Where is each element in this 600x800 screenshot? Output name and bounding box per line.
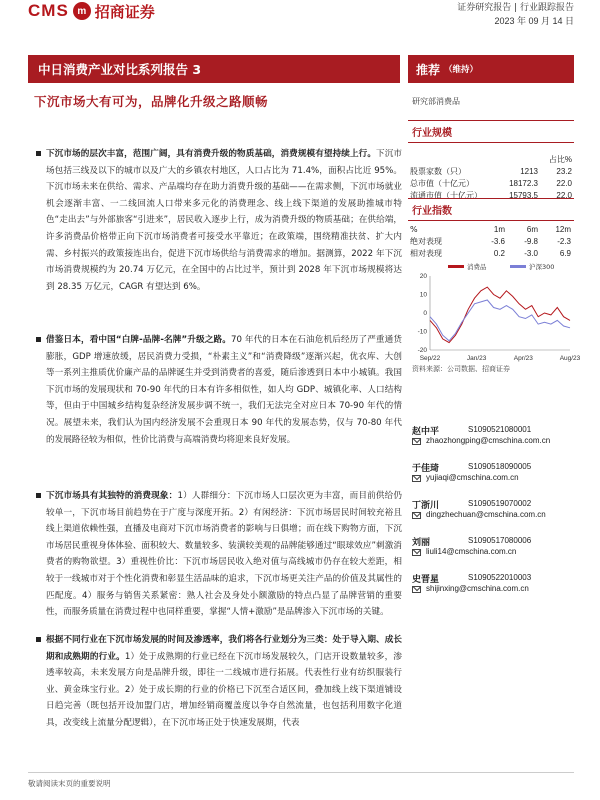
analyst-entry: [412, 498, 576, 535]
industry-scale-table: [410, 153, 572, 201]
index-cell: -9.8: [524, 236, 538, 246]
y-tick-label: 10: [419, 291, 427, 299]
analyst-entry: [412, 461, 576, 498]
body-paragraph: [36, 488, 402, 621]
analyst-id: S1090517080006: [468, 536, 532, 545]
analyst-entry: [412, 424, 576, 461]
industry-index-table: [410, 223, 572, 259]
scale-header-row: [410, 153, 572, 165]
table-row: [410, 165, 572, 177]
y-tick-label: -10: [417, 328, 427, 336]
industry-index-section: [408, 198, 574, 223]
scale-row-pct: 22.0: [556, 190, 572, 200]
y-tick-label: 20: [419, 273, 427, 280]
industry-scale-heading: 行业规模: [412, 128, 452, 139]
index-line-chart: [410, 262, 581, 372]
report-type: 证券研究报告 | 行业跟踪报告: [457, 3, 574, 13]
title-band: 中日消费产业对比系列报告 3: [28, 55, 400, 83]
scale-row-value: 1213: [520, 166, 538, 176]
paragraph-lead: 根据不同行业在下沉市场发展的时间及渗透率，我们将各行业划分为三类：处于导入期、成长期和成熟期的行业。: [46, 635, 402, 662]
mail-icon: [412, 475, 421, 482]
index-row-label: 相对表现: [410, 248, 442, 258]
company-logo: [28, 0, 155, 22]
index-row-label: 绝对表现: [410, 236, 442, 246]
analyst-name: 刘丽: [412, 538, 431, 548]
mail-icon: [412, 438, 421, 445]
analyst-list: [412, 424, 576, 609]
table-row: [410, 235, 572, 247]
analyst-id: S1090522010003: [468, 573, 532, 582]
analyst-entry: [412, 572, 576, 609]
x-tick-label: Apr/23: [513, 355, 533, 362]
analyst-entry: [412, 535, 576, 572]
body-paragraph: [36, 146, 402, 295]
bullet-square-icon: [36, 337, 41, 342]
scale-row-label: 股票家数（只）: [410, 166, 466, 176]
legend-swatch: [448, 265, 464, 268]
body-paragraph: [36, 332, 402, 448]
analyst-email[interactable]: dingzhechuan@cmschina.com.cn: [426, 510, 546, 519]
index-cell: -3.6: [491, 236, 505, 246]
x-tick-label: Jan/23: [466, 355, 487, 362]
analyst-id: S1090521080001: [468, 425, 532, 434]
series-line: [430, 300, 570, 341]
series-line: [430, 287, 570, 343]
legend-swatch: [510, 265, 526, 268]
paragraph-lead: 借鉴日本，看中国“白牌-品牌-名牌”升级之路。: [46, 335, 232, 345]
body-paragraph: [36, 632, 402, 732]
logo-cn: 招商证券: [94, 2, 155, 21]
paragraph-lead: 下沉市场的层次丰富，范围广阔，具有消费升级的物质基础，消费规模有望持续上行。: [46, 149, 377, 159]
index-cell: -2.3: [557, 236, 571, 246]
industry-index-chart: [410, 262, 581, 372]
scale-row-label: 流通市值（十亿元）: [410, 190, 482, 200]
rating-note: （维持）: [444, 65, 479, 75]
index-col-header: %: [410, 224, 418, 234]
legend-label: 沪深300: [529, 263, 555, 271]
scale-row-pct: 22.0: [556, 178, 572, 188]
index-col-header: 12m: [555, 224, 571, 234]
chart-source-note: 资料来源：公司数据、招商证券: [412, 365, 510, 373]
paragraph-text: 1）处于成熟期的行业已经在下沉市场发展较久，门店开设数量较多，渗透率较高，未来发展方向是品牌升级，即往一二线城市进行拓展。代表性行业有纺织服装行业、黄金珠宝行业。2）处于成长期的行业的价格已下沉至合适区间，叠加线上线下渠道铺设日趋完善（既包括开设加盟门店，增加经销商覆盖度以争夺自然流量，也包括利用数字化道具，改变线上流量分配逻辑），在下沉市场正处于快速发展期，代表: [46, 651, 402, 728]
mail-icon: [412, 512, 421, 519]
y-tick-label: 0: [423, 310, 427, 317]
department: 研究部消费品: [412, 97, 460, 106]
analyst-name: 赵中平: [412, 427, 440, 437]
report-date: 2023 年 09 月 14 日: [494, 16, 574, 26]
analyst-email[interactable]: shijinxing@cmschina.com.cn: [426, 584, 529, 593]
footer-divider: [28, 772, 574, 773]
logo-en: CMS: [28, 1, 69, 20]
scale-row-value: 15793.5: [509, 190, 538, 200]
mail-icon: [412, 549, 421, 556]
paragraph-lead: 下沉市场具有其独特的消费现象：: [46, 491, 178, 501]
legend-label: 消费品: [467, 263, 487, 271]
page-footer: 敬请阅读末页的重要说明: [28, 779, 111, 788]
analyst-email[interactable]: yujiaqi@cmschina.com.cn: [426, 473, 519, 482]
rating-band: [408, 55, 574, 83]
rating-label: 推荐: [416, 62, 441, 77]
analyst-name: 丁浙川: [412, 501, 440, 511]
index-cell: 6.9: [559, 248, 571, 258]
index-cell: 0.2: [493, 248, 505, 258]
index-cell: -3.0: [524, 248, 538, 258]
mail-icon: [412, 586, 421, 593]
scale-row-value: 18172.3: [509, 178, 538, 188]
analyst-id: S1090519070002: [468, 499, 532, 508]
x-tick-label: Aug/23: [559, 355, 581, 362]
scale-row-pct: 23.2: [556, 166, 572, 176]
logo-mark-icon: m: [73, 2, 91, 20]
bullet-square-icon: [36, 493, 41, 498]
bullet-square-icon: [36, 151, 41, 156]
paragraph-text: 70 年代的日本在石油危机后经历了严重通货膨胀，GDP 增速放缓，居民消费力受损，“朴素主义”和“消费降级”逐渐兴起，优衣库、大创等一系列主推质优价廉产品的品牌诞生并受到消费者的喜爱，随后渗透到日本中小城镇。我国下沉市场的发展现状和 70-90 年代的日本有许多相似性，如人均 GDP、城镇化率、人口结构等，但由于中国城乡结构复杂经济发展步调不统一，我们无法完全对应日本 70-90 年代的情况。展望未来，我们认为国内经济发展不会重现日本 90 年代的发展态势，仅与 70-80 年代的发展路径较为相似，性价比消费与高端消费均将迎来良好发展。: [46, 335, 403, 445]
paragraph-text: 1）人群细分：下沉市场人口层次更为丰富，而目前供给仍较单一，下沉市场目前趋势在于广度与深度开拓。2）有闲经济：下沉市场居民时间较充裕且线上渠道依赖性强，直播及电商对下沉市场消费者的影响与日俱增；而在线下购物方面，下沉市场居民重视身体体验、面积较大、数量较多、装潢较美观的品牌能够通过“眼球效应”刺激消费者的购物欲望。3）重视性价比：下沉市场居民收入绝对值与高线城市仍存在较大差距，相较于一线城市对于个性化消费和彰显生活品味的追求，下沉市场更关注产品的价值及其属性的匹配度。4）服务与销售关系紧密：熟人社会及身处小额激励的特点凸显了品牌营销的重要性，而服务质量在消费过程中也同样重要，掌握“人情+激励”是品牌渗入下沉市场的关键。: [46, 491, 402, 618]
table-row: [410, 247, 572, 259]
x-tick-label: Sep/22: [419, 355, 441, 362]
paragraph-text: 下沉市场包括三线及以下的城市以及广大的乡镇农村地区，人口占比为 71.4%，面积占比近 95%。下沉市场未来在供给、需求、产品端均存在助力消费升级的基础——在需求侧，下沉市场就业机会逐渐丰富、一二线回流人口带来多元化的消费理念、线上线下渠道的发展助推城市特色“走出去”与外部旅客“引进来”，居民收入逐步上行，成为消费升级的物质基础；在供给端，许多消费品价格带正向下沉市场消费者可接受水平靠近；在政策端，围绕精准扶贫、扩大内需、乡村振兴的政策接连出台，促进下沉市场供给与消费需求的增加。据测算，2022 年下沉市场消费规模约为 20.74 万亿元，在全国中的占比过半，预计到 2028 年下沉市场规模将达到 28.35 万亿元，CAGR 有望达到 6%。: [46, 149, 402, 292]
scale-row-label: 总市值（十亿元）: [410, 178, 474, 188]
analyst-email[interactable]: zhaozhongping@cmschina.com.cn: [426, 436, 551, 445]
y-tick-label: -20: [417, 347, 427, 354]
index-col-header: 1m: [493, 224, 505, 234]
report-subtitle: 下沉市场大有可为，品牌化升级之路顺畅: [34, 94, 269, 109]
index-header-row: [410, 223, 572, 235]
index-col-header: 6m: [526, 224, 538, 234]
industry-scale-section: [408, 120, 574, 145]
scale-col-header: 占比%: [548, 154, 572, 164]
bullet-square-icon: [36, 637, 41, 642]
industry-index-heading: 行业指数: [412, 206, 452, 217]
analyst-id: S1090518090005: [468, 462, 532, 471]
table-row: [410, 177, 572, 189]
analyst-name: 于佳琦: [412, 464, 440, 474]
analyst-email[interactable]: liuli14@cmschina.com.cn: [426, 547, 517, 556]
analyst-name: 史晋星: [412, 575, 440, 585]
